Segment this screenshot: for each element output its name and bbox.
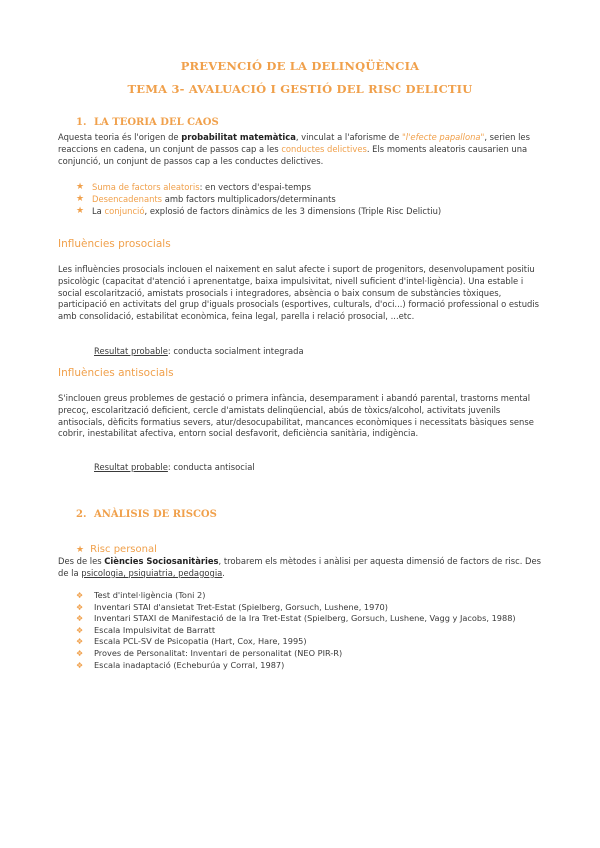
list-item xyxy=(76,636,546,648)
section-1-intro xyxy=(58,132,548,167)
item-prefix: La xyxy=(92,206,105,216)
chaos-factors-list xyxy=(76,181,441,217)
intro-text-1: Aquesta teoria és l'origen de xyxy=(58,132,182,142)
intro-text-1: Des de les xyxy=(58,556,105,566)
prosocial-heading: Influències prosocials xyxy=(58,238,171,250)
intro-text-2: , trobarem els mètodes i anàlisi per aquesta dimensió de factors de risc. Des de la xyxy=(58,556,541,578)
antisocial-result xyxy=(94,462,255,472)
result-value: : conducta antisocial xyxy=(167,462,255,472)
item-text: Test d'intel·ligència (Toni 2) xyxy=(94,590,206,600)
antisocial-heading: Influències antisocials xyxy=(58,367,174,379)
item-text: Inventari STAI d'ansietat Tret-Estat (Spielberg, Gorsuch, Lushene, 1970) xyxy=(94,601,388,612)
intro-bold-1: Ciències Sociosanitàries xyxy=(104,556,219,566)
assessment-tools-list xyxy=(76,590,546,671)
list-item xyxy=(76,205,441,217)
list-item xyxy=(76,181,441,193)
result-label: Resultat probable xyxy=(94,462,168,472)
item-text: Escala Impulsivitat de Barratt xyxy=(94,624,216,635)
section-2-heading xyxy=(76,509,217,520)
section-2-title: ANÀLISIS DE RISCOS xyxy=(94,509,217,520)
intro-highlight-2: conductes delictives xyxy=(281,143,367,154)
list-item xyxy=(76,193,441,205)
star-icon: ★ xyxy=(76,194,85,204)
intro-bold-1: probabilitat matemàtica xyxy=(181,132,296,142)
diamond-icon: ❖ xyxy=(76,637,84,647)
diamond-icon: ❖ xyxy=(76,614,84,624)
star-icon: ★ xyxy=(76,182,85,192)
list-item xyxy=(76,648,546,660)
intro-text-2: , vinculat a l'aforisme de xyxy=(295,132,402,142)
personal-risk-title: Risc personal xyxy=(90,544,157,555)
diamond-icon: ❖ xyxy=(76,591,84,600)
list-item xyxy=(76,602,546,614)
diamond-icon: ❖ xyxy=(76,660,84,670)
item-text: : en vectors d'espai-temps xyxy=(199,182,311,192)
list-item xyxy=(76,590,546,602)
intro-text-4: . Els moments aleatoris causarien una conjunció, un conjunt de passos cap a les conductes delictives. xyxy=(58,143,528,166)
intro-text-3: , serien les reaccions en cadena, un conjunt de passos cap a les xyxy=(58,132,530,154)
section-2-number: 2. xyxy=(76,509,87,520)
star-icon: ★ xyxy=(76,545,85,555)
diamond-icon: ❖ xyxy=(76,625,84,635)
document-title: PREVENCIÓ DE LA DELINQÜÈNCIA xyxy=(180,59,420,73)
diamond-icon: ❖ xyxy=(76,648,84,658)
list-item xyxy=(76,660,546,672)
section-2-intro xyxy=(58,556,548,580)
intro-text-3: . xyxy=(222,567,225,578)
intro-underlined: psicologia, psiquiatria, pedagogia xyxy=(81,567,223,578)
antisocial-text: S'inclouen greus problemes de gestació o primera infància, desemparament i abandó parental, trastorns mental precoç, escolarització deficient, cercle d'amistats delinqüencial, abús de tòxics/alcohol, activitats juvenils antisocials, dèficits formatius severs, atur/desocupabilitat, mancances econòmiques i necessitats bàsiques sense cobrir, inestabilitat afectiva, entorn social desfavorit, deficiència sanitària, indigència. xyxy=(58,393,534,439)
item-text: , explosió de factors dinàmics de les 3 dimensions (Triple Risc Delictiu) xyxy=(144,206,442,216)
section-1-title: LA TEORIA DEL CAOS xyxy=(94,117,219,128)
item-text: Proves de Personalitat: Inventari de personalitat (NEO PIR-R) xyxy=(94,647,343,658)
list-item xyxy=(76,625,546,637)
section-1-heading xyxy=(76,117,219,128)
prosocial-result xyxy=(94,346,304,356)
document-subtitle: TEMA 3- AVALUACIÓ I GESTIÓ DEL RISC DELICTIU xyxy=(127,82,473,96)
item-highlight: Desencadenants xyxy=(92,194,163,204)
section-1-number: 1. xyxy=(76,117,87,128)
item-text: Escala inadaptació (Echeburúa y Corral, 1987) xyxy=(94,659,285,670)
prosocial-text: Les influències prosocials inclouen el naixement en salut afecte i suport de progenitors, desenvolupament positiu psicològic (capacitat d'atenció i aprenentatge, baixa impulsivitat, nivell suficient d'intel·ligència). Una estable i social escolarització, amistats prosocials i integradores, absència o baix consum de substàncies tòxiques, participació en activitats del grup d'iguals prosocials (esportives, culturals, d'oci...) formació professional o estudis amb consolidació, estabilitat econòmica, feina legal, parella i relació prosocial, ...etc. xyxy=(58,264,540,322)
item-highlight: Suma de factors aleatoris xyxy=(92,182,200,192)
result-label: Resultat probable xyxy=(94,346,168,356)
item-highlight: conjunció xyxy=(104,206,145,216)
diamond-icon: ❖ xyxy=(76,602,84,612)
item-text: amb factors multiplicadors/determinants xyxy=(162,194,336,204)
star-icon: ★ xyxy=(76,206,85,216)
list-item xyxy=(76,613,546,625)
item-text: Escala PCL-SV de Psicopatia (Hart, Cox, Hare, 1995) xyxy=(94,636,307,647)
item-text: Inventari STAXI de Manifestació de la Ira Tret-Estat (Spielberg, Gorsuch, Lushene, Vagg y Jacobs, 1988) xyxy=(94,613,516,624)
intro-highlight-1: "l'efecte papallona" xyxy=(401,132,485,142)
result-value: : conducta socialment integrada xyxy=(167,346,304,356)
personal-risk-heading xyxy=(76,544,157,555)
